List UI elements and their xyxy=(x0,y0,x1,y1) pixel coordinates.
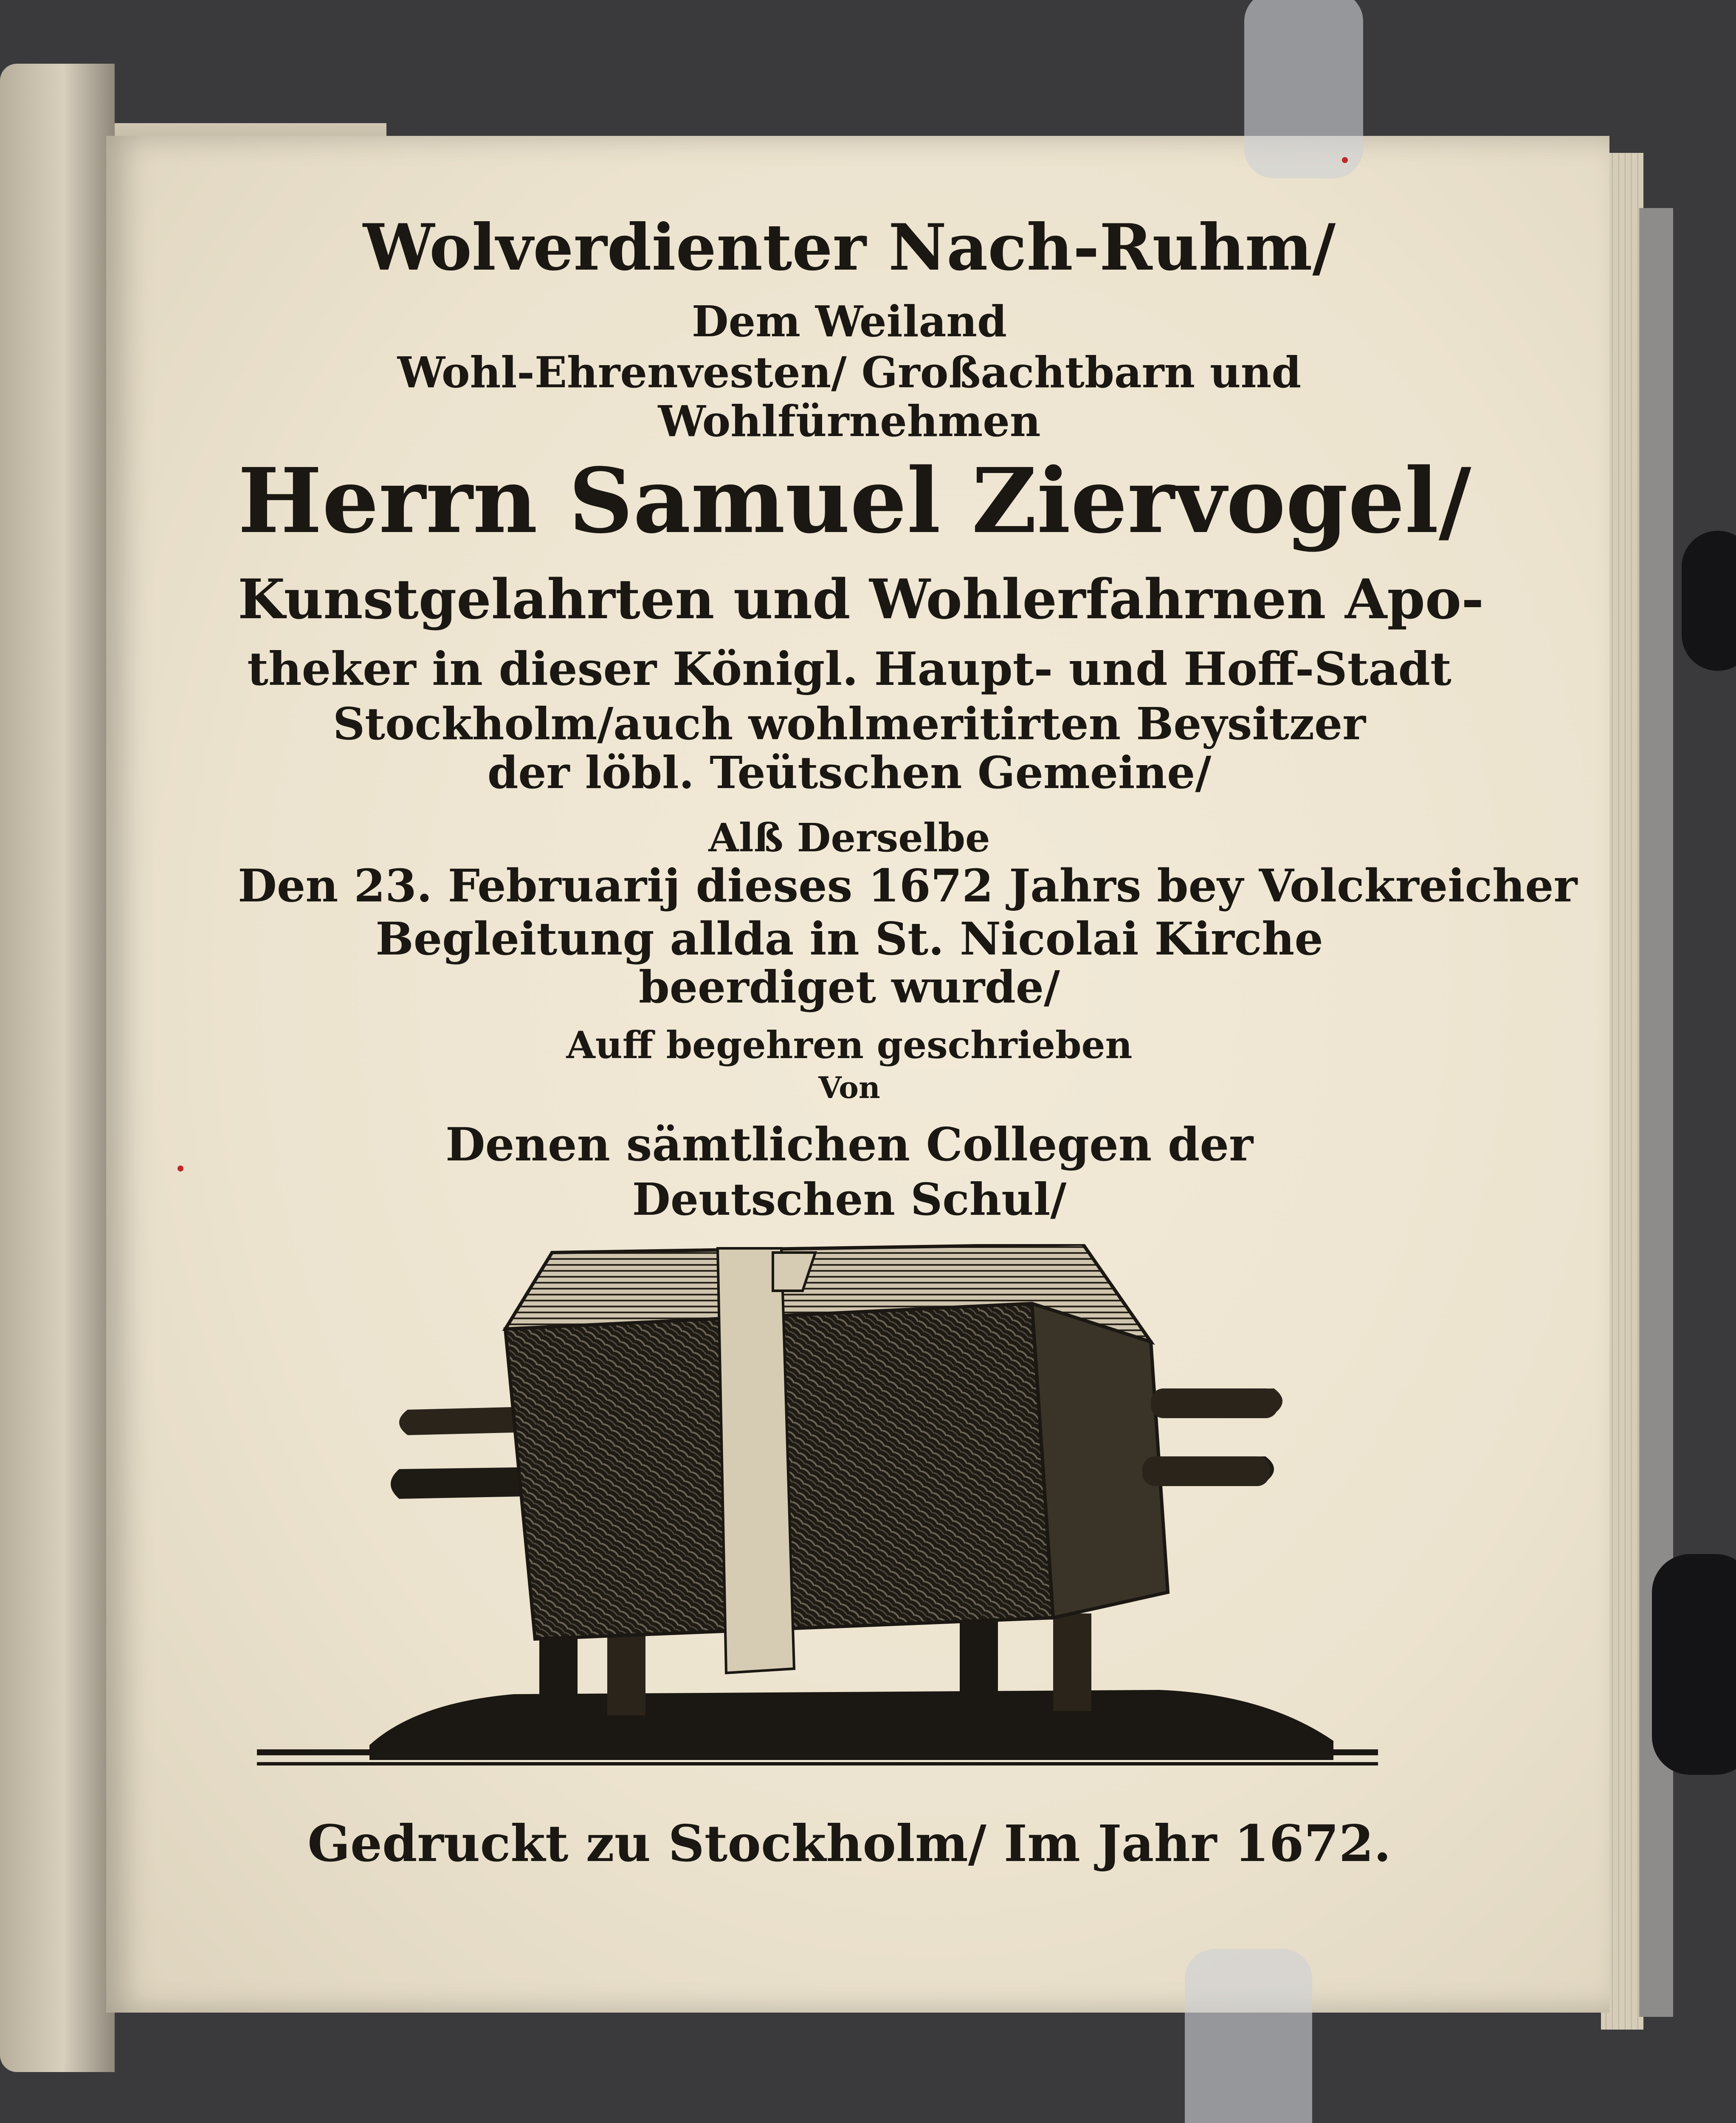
title-line-7: theker in dieser Königl. Haupt- und Hoff-Stadt xyxy=(247,642,1451,696)
clip-bottom xyxy=(1185,1949,1312,2123)
double-rule-top xyxy=(257,1749,1378,1755)
left-page-edge xyxy=(0,64,115,2072)
title-line-16: Denen sämtlichen Collegen der xyxy=(445,1118,1254,1171)
title-line-12: Begleitung allda in St. Nicolai Kirche xyxy=(375,912,1323,965)
title-line-17: Deutschen Schul/ xyxy=(632,1173,1067,1225)
double-rule-bottom xyxy=(257,1762,1378,1765)
title-line-3: Wohl-Ehrenvesten/ Großachtbarn und xyxy=(397,347,1302,397)
red-mark-left xyxy=(178,1166,183,1171)
imprint: Gedruckt zu Stockholm/ Im Jahr 1672. xyxy=(307,1814,1391,1873)
red-mark-top xyxy=(1342,157,1348,163)
clip-dark-upper xyxy=(1682,531,1736,671)
title-line-1: Wolverdienter Nach-Ruhm/ xyxy=(363,210,1336,285)
title-line-2: Dem Weiland xyxy=(691,296,1007,346)
title-line-5: Herrn Samuel Ziervogel/ xyxy=(238,448,1471,553)
coffin-woodcut xyxy=(352,1244,1350,1771)
title-block xyxy=(238,0,1578,2123)
title-line-15: Von xyxy=(818,1070,880,1105)
title-line-14: Auff begehren geschrieben xyxy=(566,1023,1133,1067)
title-line-11: Den 23. Februarij dieses 1672 Jahrs bey Volckreicher xyxy=(238,859,1578,912)
title-line-6: Kunstgelahrten und Wohlerfahrnen Apo- xyxy=(238,568,1484,631)
clip-top xyxy=(1244,0,1363,178)
title-line-10: Alß Derselbe xyxy=(708,815,990,861)
title-line-13: beerdiget wurde/ xyxy=(638,961,1060,1013)
title-line-9: der löbl. Teütschen Gemeine/ xyxy=(487,746,1212,799)
title-line-8: Stockholm/auch wohlmeritirten Beysitzer xyxy=(333,698,1366,750)
title-line-4: Wohlfürnehmen xyxy=(658,396,1041,446)
clip-dark-lower xyxy=(1652,1554,1736,1775)
